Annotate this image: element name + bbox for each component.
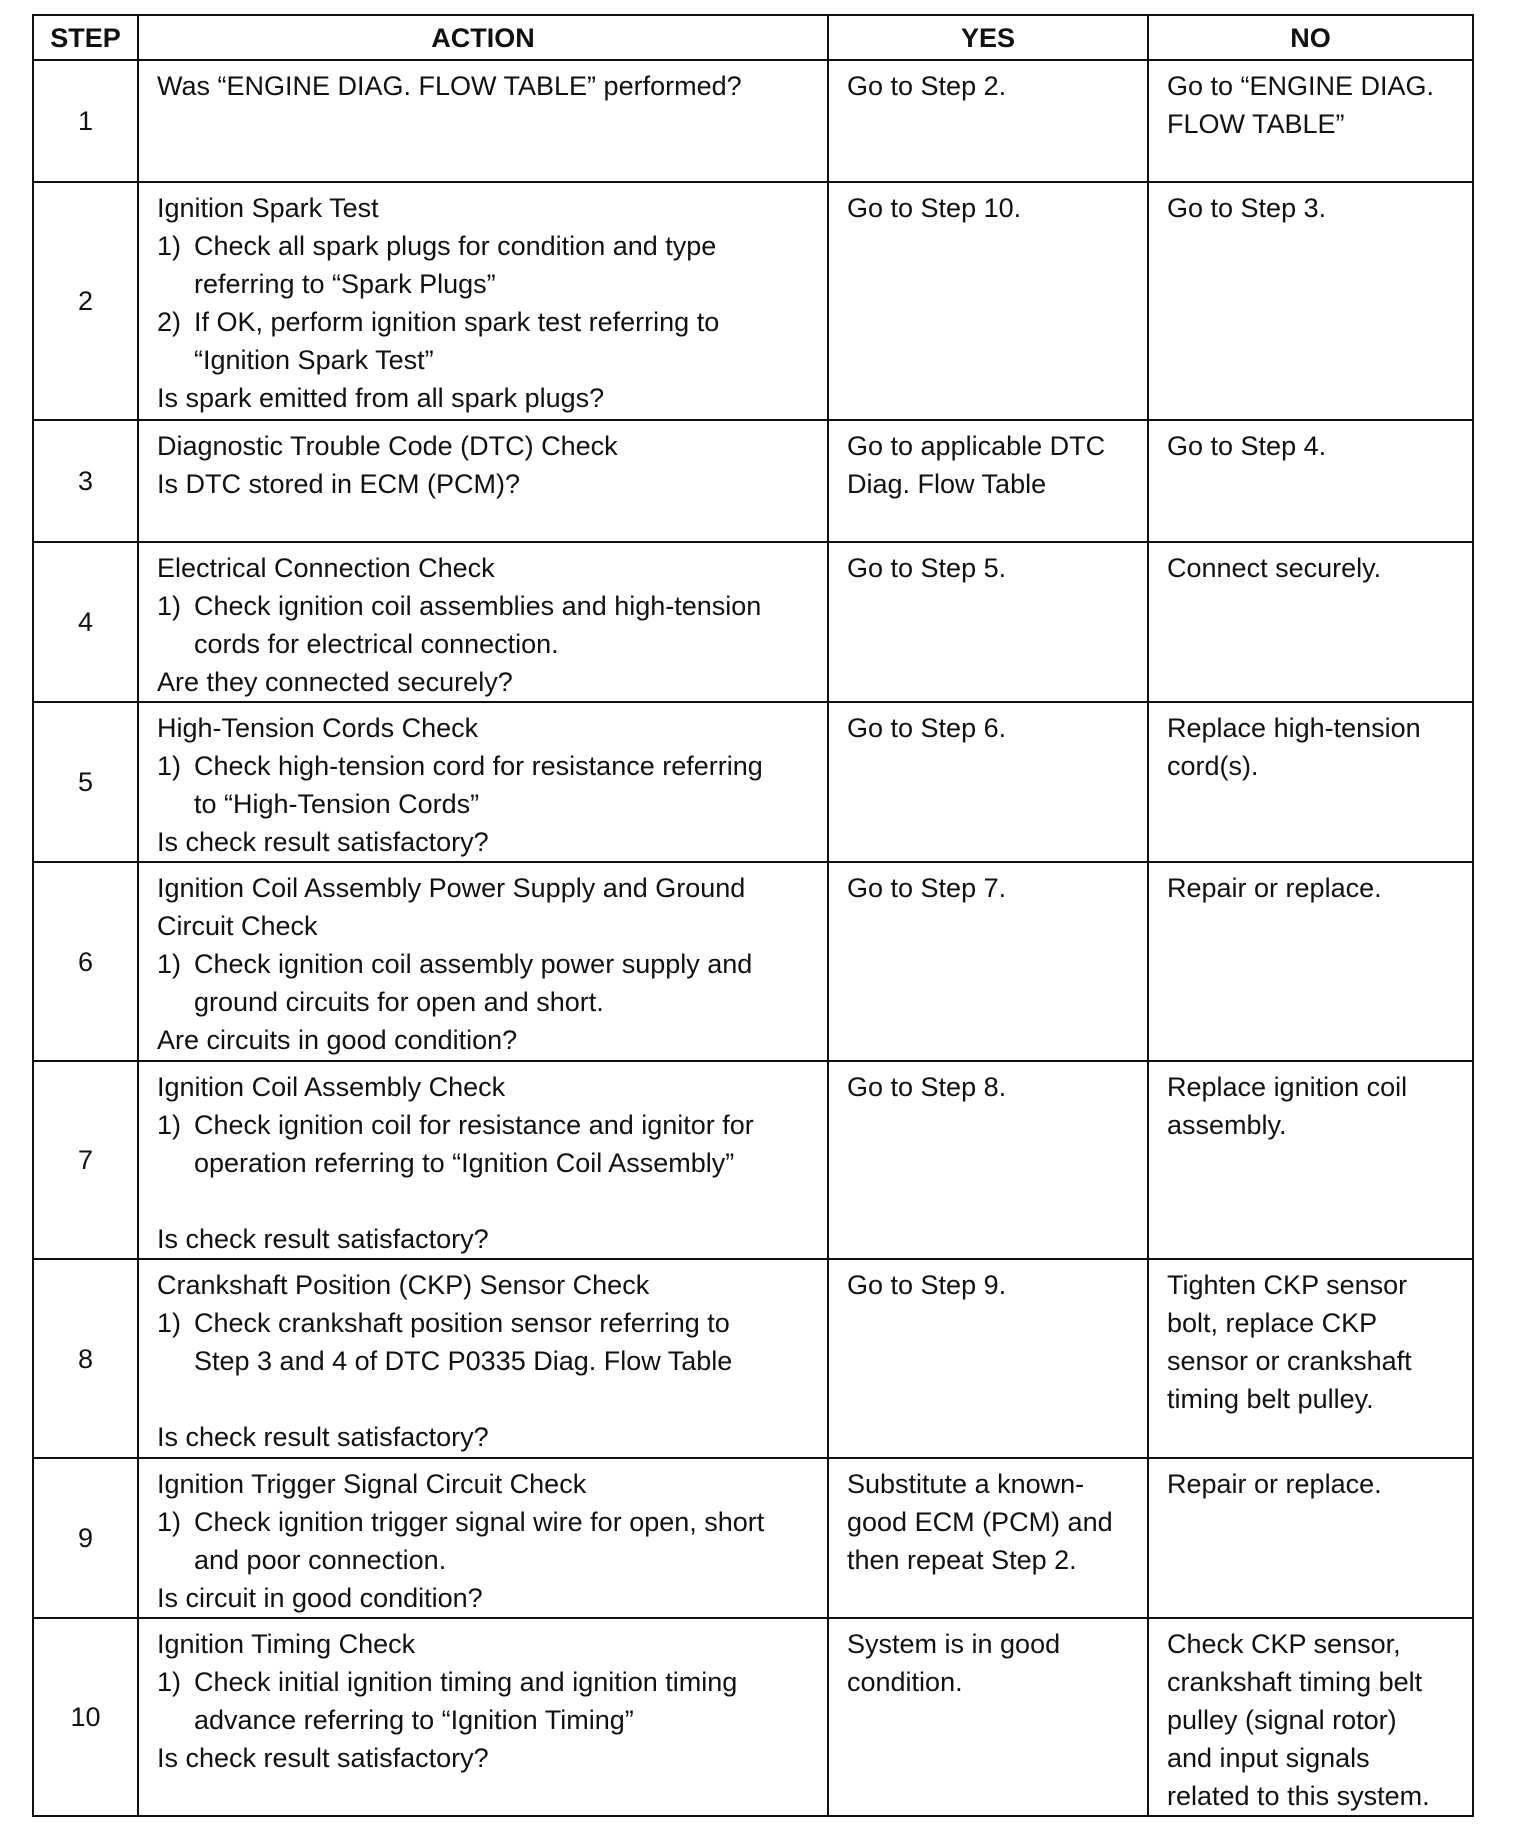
action-line: Was “ENGINE DIAG. FLOW TABLE” performed?: [157, 71, 742, 101]
no-content: [1149, 543, 1472, 587]
blank-line: [157, 1182, 817, 1220]
action-content: [139, 863, 827, 1059]
action-cell: [138, 60, 828, 182]
action-line: Diagnostic Trouble Code (DTC) Check: [157, 431, 618, 461]
no-line: crankshaft timing belt: [1167, 1667, 1423, 1697]
action-line: Is DTC stored in ECM (PCM)?: [157, 469, 521, 499]
no-content: [1149, 183, 1472, 227]
no-line: Replace ignition coil: [1167, 1072, 1408, 1102]
table-row: [33, 702, 1473, 862]
table-row: [33, 1061, 1473, 1259]
action-line: Ignition Coil Assembly Check: [157, 1072, 506, 1102]
yes-cell: [828, 1618, 1148, 1816]
action-content: [139, 183, 827, 417]
yes-content: [829, 1459, 1147, 1579]
yes-line: Go to Step 10.: [847, 193, 1022, 223]
item-number: 2): [157, 307, 182, 337]
no-content: [1149, 863, 1472, 907]
no-line: Go to “ENGINE DIAG.: [1167, 71, 1435, 101]
item-number: 1): [157, 751, 182, 781]
action-line: Is spark emitted from all spark plugs?: [157, 383, 605, 413]
step-number: 3: [33, 420, 138, 542]
yes-line: good ECM (PCM) and: [847, 1507, 1113, 1537]
step-number: 9: [33, 1458, 138, 1618]
action-line: Is check result satisfactory?: [157, 1422, 489, 1452]
table-row: [33, 542, 1473, 702]
yes-cell: [828, 702, 1148, 862]
header-row: [33, 15, 1473, 60]
item-number: 1): [157, 1667, 182, 1697]
no-cell: [1148, 1458, 1473, 1618]
yes-line: Go to Step 6.: [847, 713, 1007, 743]
yes-content: [829, 1062, 1147, 1106]
yes-content: [829, 421, 1147, 503]
action-content: [139, 1062, 827, 1258]
no-line: and input signals: [1167, 1743, 1370, 1773]
no-cell: [1148, 1618, 1473, 1816]
action-content: [139, 1619, 827, 1777]
numbered-step: [157, 227, 817, 265]
diagnostic-flow-table: [32, 14, 1474, 1817]
no-line: Go to Step 4.: [1167, 431, 1327, 461]
step-number: 1: [33, 60, 138, 182]
no-cell: [1148, 1061, 1473, 1259]
action-line: Circuit Check: [157, 911, 318, 941]
table-row: [33, 1259, 1473, 1458]
action-line: Ignition Spark Test: [157, 193, 379, 223]
yes-line: Go to Step 8.: [847, 1072, 1007, 1102]
item-continuation: advance referring to “Ignition Timing”: [194, 1705, 634, 1735]
yes-cell: [828, 182, 1148, 420]
numbered-step: [157, 747, 817, 785]
item-continuation: operation referring to “Ignition Coil Assembly”: [194, 1148, 735, 1178]
no-cell: [1148, 60, 1473, 182]
item-text: If OK, perform ignition spark test referring to: [194, 307, 720, 337]
table-row: [33, 1618, 1473, 1816]
item-continuation: referring to “Spark Plugs”: [194, 269, 496, 299]
step-number: 7: [33, 1061, 138, 1259]
no-line: Replace high-tension: [1167, 713, 1421, 743]
yes-line: Go to Step 7.: [847, 873, 1007, 903]
no-line: sensor or crankshaft: [1167, 1346, 1412, 1376]
step-number: 5: [33, 702, 138, 862]
item-text: Check crankshaft position sensor referring to: [194, 1308, 730, 1338]
numbered-step: [157, 945, 817, 983]
numbered-step: [157, 1503, 817, 1541]
action-cell: [138, 182, 828, 420]
action-line: Is check result satisfactory?: [157, 1743, 489, 1773]
blank-line: [157, 1380, 817, 1418]
action-line: High-Tension Cords Check: [157, 713, 479, 743]
no-line: bolt, replace CKP: [1167, 1308, 1378, 1338]
yes-cell: [828, 862, 1148, 1061]
action-cell: [138, 1458, 828, 1618]
item-text: Check high-tension cord for resistance referring: [194, 751, 763, 781]
yes-line: System is in good: [847, 1629, 1061, 1659]
action-content: [139, 421, 827, 503]
yes-content: [829, 61, 1147, 105]
action-line: Ignition Coil Assembly Power Supply and Ground: [157, 873, 746, 903]
no-line: Go to Step 3.: [1167, 193, 1327, 223]
item-text: Check ignition trigger signal wire for open, short: [194, 1507, 765, 1537]
yes-cell: [828, 542, 1148, 702]
no-line: related to this system.: [1167, 1781, 1430, 1811]
no-content: [1149, 1619, 1472, 1815]
action-cell: [138, 862, 828, 1061]
numbered-step: [157, 1304, 817, 1342]
no-line: Connect securely.: [1167, 553, 1382, 583]
yes-cell: [828, 1061, 1148, 1259]
yes-content: [829, 543, 1147, 587]
numbered-step: [157, 1106, 817, 1144]
action-content: [139, 1459, 827, 1617]
item-number: 1): [157, 591, 182, 621]
action-content: [139, 543, 827, 701]
table-row: [33, 60, 1473, 182]
action-cell: [138, 1618, 828, 1816]
item-number: 1): [157, 1308, 182, 1338]
step-number: 10: [33, 1618, 138, 1816]
step-number: 4: [33, 542, 138, 702]
yes-content: [829, 183, 1147, 227]
no-content: [1149, 61, 1472, 143]
action-cell: [138, 702, 828, 862]
action-content: [139, 1260, 827, 1456]
header-yes: YES: [828, 15, 1148, 60]
step-number: 6: [33, 862, 138, 1061]
header-action: ACTION: [138, 15, 828, 60]
yes-cell: [828, 60, 1148, 182]
action-line: Crankshaft Position (CKP) Sensor Check: [157, 1270, 650, 1300]
item-number: 1): [157, 949, 182, 979]
no-line: Repair or replace.: [1167, 1469, 1382, 1499]
yes-line: Go to Step 2.: [847, 71, 1007, 101]
step-number: 8: [33, 1259, 138, 1458]
no-cell: [1148, 1259, 1473, 1458]
no-cell: [1148, 182, 1473, 420]
action-cell: [138, 1259, 828, 1458]
no-content: [1149, 1459, 1472, 1503]
yes-content: [829, 1260, 1147, 1304]
item-text: Check ignition coil assembly power supply and: [194, 949, 753, 979]
numbered-step: [157, 1663, 817, 1701]
item-number: 1): [157, 1110, 182, 1140]
yes-cell: [828, 1458, 1148, 1618]
action-line: Are they connected securely?: [157, 667, 513, 697]
item-continuation: “Ignition Spark Test”: [194, 345, 434, 375]
yes-line: then repeat Step 2.: [847, 1545, 1077, 1575]
yes-content: [829, 863, 1147, 907]
yes-cell: [828, 1259, 1148, 1458]
no-line: assembly.: [1167, 1110, 1287, 1140]
item-continuation: Step 3 and 4 of DTC P0335 Diag. Flow Table: [194, 1346, 733, 1376]
no-content: [1149, 1062, 1472, 1144]
no-line: cord(s).: [1167, 751, 1259, 781]
item-text: Check initial ignition timing and ignition timing: [194, 1667, 738, 1697]
table-row: [33, 862, 1473, 1061]
table-row: [33, 420, 1473, 542]
no-content: [1149, 1260, 1472, 1418]
no-line: Check CKP sensor,: [1167, 1629, 1401, 1659]
action-content: [139, 703, 827, 861]
numbered-step: [157, 587, 817, 625]
no-cell: [1148, 542, 1473, 702]
no-line: FLOW TABLE”: [1167, 109, 1345, 139]
header-no: NO: [1148, 15, 1473, 60]
yes-line: Go to Step 9.: [847, 1270, 1007, 1300]
yes-cell: [828, 420, 1148, 542]
yes-content: [829, 703, 1147, 747]
item-text: Check ignition coil assemblies and high-tension: [194, 591, 762, 621]
action-content: [139, 61, 827, 105]
no-line: Repair or replace.: [1167, 873, 1382, 903]
table-row: [33, 1458, 1473, 1618]
action-cell: [138, 420, 828, 542]
action-cell: [138, 1061, 828, 1259]
yes-line: Substitute a known-: [847, 1469, 1085, 1499]
no-cell: [1148, 420, 1473, 542]
yes-content: [829, 1619, 1147, 1701]
yes-line: condition.: [847, 1667, 963, 1697]
no-content: [1149, 703, 1472, 785]
yes-line: Diag. Flow Table: [847, 469, 1047, 499]
table-row: [33, 182, 1473, 420]
item-number: 1): [157, 1507, 182, 1537]
step-number: 2: [33, 182, 138, 420]
action-line: Ignition Timing Check: [157, 1629, 416, 1659]
action-line: Electrical Connection Check: [157, 553, 495, 583]
item-continuation: to “High-Tension Cords”: [194, 789, 480, 819]
action-line: Is check result satisfactory?: [157, 1224, 489, 1254]
item-continuation: and poor connection.: [194, 1545, 447, 1575]
no-content: [1149, 421, 1472, 465]
item-number: 1): [157, 231, 182, 261]
no-cell: [1148, 862, 1473, 1061]
action-line: Ignition Trigger Signal Circuit Check: [157, 1469, 587, 1499]
action-line: Is check result satisfactory?: [157, 827, 489, 857]
yes-line: Go to applicable DTC: [847, 431, 1106, 461]
action-cell: [138, 542, 828, 702]
no-line: Tighten CKP sensor: [1167, 1270, 1408, 1300]
header-step: STEP: [33, 15, 138, 60]
item-continuation: cords for electrical connection.: [194, 629, 559, 659]
item-text: Check ignition coil for resistance and ignitor for: [194, 1110, 754, 1140]
action-line: Is circuit in good condition?: [157, 1583, 483, 1613]
no-line: timing belt pulley.: [1167, 1384, 1374, 1414]
numbered-step: [157, 303, 817, 341]
item-continuation: ground circuits for open and short.: [194, 987, 604, 1017]
no-cell: [1148, 702, 1473, 862]
no-line: pulley (signal rotor): [1167, 1705, 1397, 1735]
action-line: Are circuits in good condition?: [157, 1025, 518, 1055]
item-text: Check all spark plugs for condition and type: [194, 231, 717, 261]
yes-line: Go to Step 5.: [847, 553, 1007, 583]
